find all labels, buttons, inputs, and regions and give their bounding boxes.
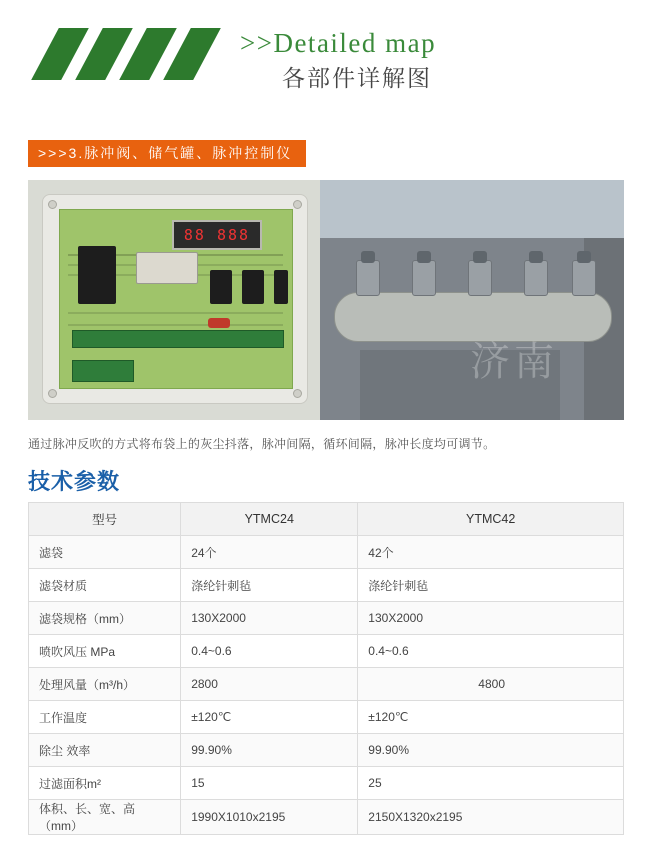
table-cell-label: 喷吹风压 MPa <box>29 635 181 668</box>
table-cell-ytmc24: 涤纶针刺毡 <box>181 569 358 602</box>
table-row <box>29 668 624 701</box>
screw-icon <box>293 389 302 398</box>
header-titles <box>240 26 436 92</box>
chip-icon <box>242 270 264 304</box>
table-cell-label: 处理风量（m³/h） <box>29 668 181 701</box>
controller-display: 88 888 <box>172 220 262 250</box>
table-row <box>29 800 624 835</box>
table-row <box>29 734 624 767</box>
table-header-ytmc42: YTMC42 <box>358 503 624 536</box>
spec-table-body <box>29 536 624 835</box>
controller-pcb <box>59 209 293 389</box>
header-title-cn: 各部件详解图 <box>282 65 432 91</box>
table-row <box>29 701 624 734</box>
params-heading: 技术参数 <box>28 469 121 494</box>
table-row <box>29 536 624 569</box>
table-header-row <box>29 503 624 536</box>
relay-module-icon <box>136 252 198 284</box>
table-header-model: 型号 <box>29 503 181 536</box>
chip-icon <box>210 270 232 304</box>
spec-table <box>28 502 624 835</box>
terminal-block-icon <box>72 360 134 382</box>
screw-icon <box>48 389 57 398</box>
header-title-en: >>Detailed map <box>240 28 437 58</box>
table-cell-label: 滤袋规格（mm） <box>29 602 181 635</box>
table-header-ytmc24: YTMC24 <box>181 503 358 536</box>
controller-enclosure <box>42 194 308 404</box>
spec-table-head <box>29 503 624 536</box>
image-row <box>28 180 624 420</box>
table-row <box>29 635 624 668</box>
screw-icon <box>48 200 57 209</box>
table-row <box>29 602 624 635</box>
table-cell-ytmc42: ±120℃ <box>358 701 624 734</box>
section-tag: >>>3.脉冲阀、储气罐、脉冲控制仪 <box>28 140 306 167</box>
table-cell-ytmc42: 42个 <box>358 536 624 569</box>
pulse-valve-icon <box>412 260 436 296</box>
table-cell-ytmc42: 0.4~0.6 <box>358 635 624 668</box>
page-header <box>0 0 652 105</box>
table-cell-ytmc42: 2150X1320x2195 <box>358 800 624 835</box>
table-cell-ytmc24: 0.4~0.6 <box>181 635 358 668</box>
red-button-icon <box>208 318 230 328</box>
image-watermark: 济南 <box>470 339 558 384</box>
sky-area <box>320 180 624 238</box>
screw-icon <box>293 200 302 209</box>
pulse-valve-icon <box>356 260 380 296</box>
table-cell-ytmc42: 涤纶针刺毡 <box>358 569 624 602</box>
spec-table-wrapper <box>28 502 624 835</box>
table-cell-ytmc24: 99.90% <box>181 734 358 767</box>
image-caption: 通过脉冲反吹的方式将布袋上的灰尘抖落，脉冲间隔，循环间隔，脉冲长度均可调节。 <box>28 437 496 451</box>
table-cell-label: 除尘 效率 <box>29 734 181 767</box>
pulse-valve-icon <box>468 260 492 296</box>
pulse-controller-image <box>28 180 320 420</box>
table-cell-ytmc24: ±120℃ <box>181 701 358 734</box>
table-cell-label: 滤袋材质 <box>29 569 181 602</box>
chip-icon <box>78 246 116 304</box>
table-row <box>29 767 624 800</box>
air-tank-image <box>320 180 624 420</box>
pulse-valve-icon <box>524 260 548 296</box>
table-cell-label: 工作温度 <box>29 701 181 734</box>
logo-stripes-icon <box>45 28 220 80</box>
table-cell-ytmc24: 130X2000 <box>181 602 358 635</box>
table-cell-ytmc24: 1990X1010x2195 <box>181 800 358 835</box>
table-row <box>29 569 624 602</box>
table-cell-label: 滤袋 <box>29 536 181 569</box>
table-cell-ytmc42: 25 <box>358 767 624 800</box>
table-cell-ytmc24: 15 <box>181 767 358 800</box>
table-cell-ytmc42: 99.90% <box>358 734 624 767</box>
table-cell-label: 体积、长、宽、高（mm） <box>29 800 181 835</box>
table-cell-ytmc42: 130X2000 <box>358 602 624 635</box>
terminal-block-icon <box>72 330 284 348</box>
pulse-valve-icon <box>572 260 596 296</box>
table-cell-ytmc24: 2800 <box>181 668 358 701</box>
chip-icon <box>274 270 288 304</box>
table-cell-label: 过滤面积m² <box>29 767 181 800</box>
table-cell-ytmc42: 4800 <box>358 668 624 701</box>
table-cell-ytmc24: 24个 <box>181 536 358 569</box>
